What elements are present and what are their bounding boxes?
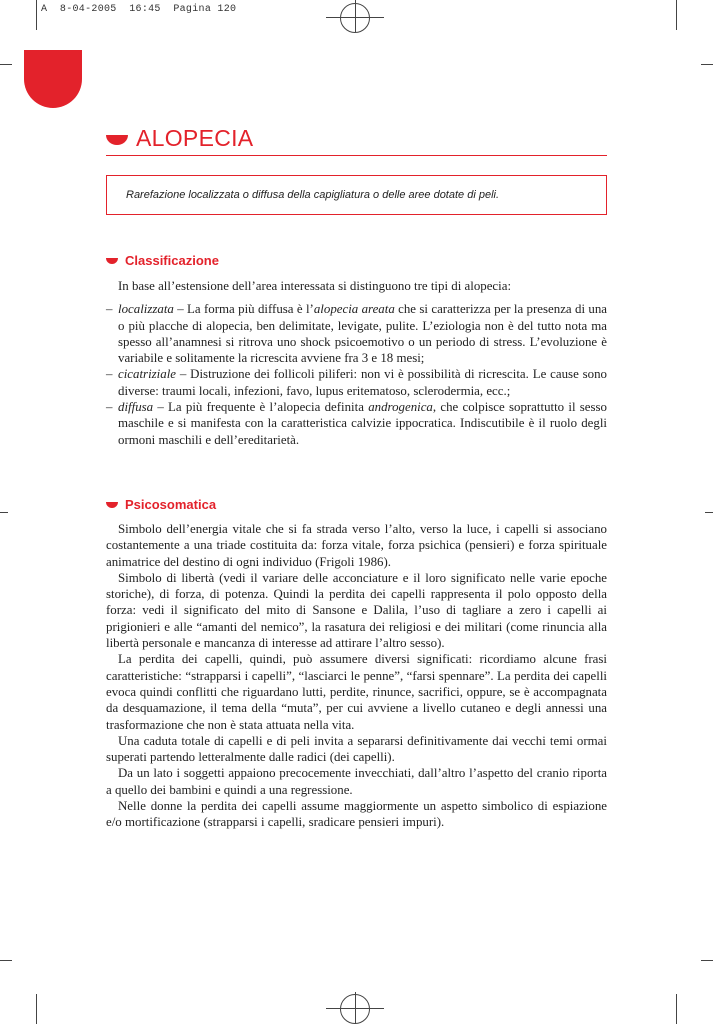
- paragraph: Simbolo di libertà (vedi il variare delle acconciature e il loro significato nelle varie epoche storiche), di forza, di potenza. Quindi la perdita dei capelli rappresenta il polo opposto della forza: vedi il significato del mito di Sansone e Dalila, l’uso di tagliare a zero i capelli ai prigionieri e alle “amanti del nemico”, la rasatura dei religiosi e dei militari (come rinuncia alla libertà personale e mancanza di interesse ad attirare l’altro sesso).: [106, 570, 607, 651]
- bowl-bullet-icon: [106, 135, 128, 145]
- psicosomatica-body: [106, 521, 607, 831]
- section-heading-classificazione: [106, 253, 219, 268]
- list-item: – cicatriziale – Distruzione dei follicoli piliferi: non vi è possibilità di ricrescita. Le cause sono diverse: traumi locali, infezioni, favo, lupus eritematoso, sclerodermia, ecc.;: [106, 367, 607, 398]
- list-item-term: cicatriziale: [118, 367, 176, 382]
- section-heading-text: Psicosomatica: [125, 497, 217, 512]
- paragraph: La perdita dei capelli, quindi, può assumere diversi significati: ricordiamo alcune frasi caratteristiche: “strapparsi i capelli”, “lasciarci le penne”, “farsi spennare”. La perdita dei capelli evoca quindi conflitti che riguardano lutti, perdite, rinunce, sacrifici, oppure, se è accompagnata da desquamazione, il tema della “muta”, per cui avviene a livello cutaneo e degli annessi una trasformazione che non è stata attuata nella vita.: [106, 652, 607, 732]
- crop-mark: [0, 960, 12, 961]
- bowl-bullet-icon: [106, 502, 118, 508]
- paragraph: Nelle donne la perdita dei capelli assume maggiormente un aspetto simbolico di espiazione e/o mortificazione (strapparsi i capelli, sradicare pensieri impuri).: [106, 799, 607, 830]
- crop-mark: [0, 512, 8, 513]
- paragraph: Una caduta totale di capelli e di peli invita a separarsi definitivamente dai vecchi temi ormai superati partendo letteralmente dalle radici (dei capelli).: [106, 733, 607, 765]
- section-heading-text: Classificazione: [125, 253, 219, 268]
- bowl-bullet-icon: [106, 258, 118, 264]
- page-title-text: ALOPECIA: [136, 125, 254, 151]
- print-slug: A 8-04-2005 16:45 Pagina 120: [41, 4, 237, 15]
- crop-mark: [701, 64, 713, 65]
- definition-text: Rarefazione localizzata o diffusa della capigliatura o delle aree dotate di peli.: [126, 189, 500, 201]
- crop-mark: [0, 64, 12, 65]
- list-item-term: localizzata: [118, 302, 174, 317]
- paragraph: Da un lato i soggetti appaiono precocemente invecchiati, dall’altro l’aspetto del cranio riporta a quello dei bambini e quindi a una regressione.: [106, 766, 607, 797]
- chapter-tab: [24, 50, 82, 108]
- list-item: – diffusa – La più frequente è l’alopecia definita androgenica, che colpisce soprattutto il sesso maschile e si manifesta con la caratteristica calvizie ippocratica. Indiscutibile è il ruolo degli ormoni maschili e dell’ereditarietà.: [106, 400, 607, 447]
- crop-mark: [676, 0, 677, 30]
- list-item-term: diffusa: [118, 400, 154, 415]
- crop-mark: [676, 994, 677, 1024]
- crop-mark: [36, 994, 37, 1024]
- crop-mark: [705, 512, 713, 513]
- page-title: [106, 125, 253, 152]
- list-item: – localizzata – La forma più diffusa è l’alopecia areata che si caratterizza per la presenza di una o più placche di alopecia, ben delimitate, levigate, pulite. L’eziologia non è del tutto nota ma spesso all’anamnesi si ritrova uno shock psicoemotivo o un periodo di stress. L’evoluzione è variabile e solitamente la ricrescita avviene fra 3 e 18 mesi;: [106, 302, 608, 366]
- paragraph: Simbolo dell’energia vitale che si fa strada verso l’alto, verso la luce, i capelli si associano costantemente a una triade costituita da: forza vitale, forza psichica (pensieri) e forza spirituale animatrice del destino di ogni individuo (Frigoli 1986).: [106, 522, 607, 569]
- classificazione-intro: In base all’estensione dell’area interessata si distinguono tre tipi di alopecia:: [118, 279, 512, 293]
- title-rule: [106, 155, 607, 156]
- classificazione-body: [106, 278, 607, 448]
- crop-mark: [36, 0, 37, 30]
- definition-box: [106, 175, 607, 215]
- crop-mark: [701, 960, 713, 961]
- section-heading-psicosomatica: [106, 497, 216, 512]
